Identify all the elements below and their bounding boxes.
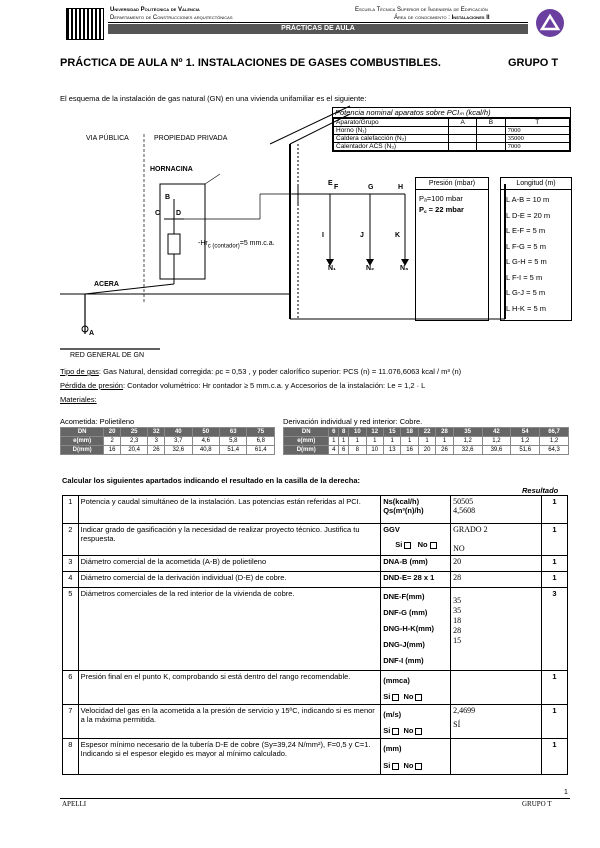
cu-d-label: D(mm) [284,446,329,455]
question-text: Diámetro comercial de la derivación individual (D-E) de cobre. [78,572,381,588]
cu-dn-cell: 54 [511,428,540,437]
department-name: Departamento de Construcciones arquitectónicas [110,15,233,21]
cu-d-cell: 10 [366,446,383,455]
pe-dn-label: DN [61,428,104,437]
point-d-label: D [176,210,182,217]
appliance-n3-label: N₃ [400,265,409,272]
power-table-title: Potencia nominal aparatos sobre PCIₘ (kcal/h) [333,108,570,118]
cu-d-cell: 32,6 [453,446,482,455]
pe-table [60,427,275,455]
cu-dn-cell: 8 [339,428,349,437]
point-k-label: K [395,232,401,239]
pe-table-title: Acometida: Polietileno [60,417,135,426]
cu-dn-cell: 12 [366,428,383,437]
length-item: L E-F = 5 m [506,226,546,235]
question-number: 2 [63,524,79,556]
no-checkbox[interactable] [415,728,422,735]
length-item: L D-E = 20 m [506,210,551,220]
answer-cell[interactable] [451,739,542,775]
cu-dn-cell: 22 [418,428,435,437]
pressure-pc: P꜀ = 22 mbar [419,205,464,214]
question-points: 1 [541,705,567,739]
power-header-b: B [477,119,505,127]
power-cell-empty [477,127,505,135]
cu-dn-label: DN [284,428,329,437]
cu-dn-cell: 66,7 [540,428,569,437]
point-h-label: H [398,184,404,191]
cu-dn-cell: 18 [401,428,418,437]
cu-e-cell: 1 [329,437,339,446]
question-points: 1 [541,496,567,524]
question-number: 7 [63,705,79,739]
cu-table-title: Derivación individual y red interior: Cobre. [283,417,423,426]
power-table [333,118,570,151]
question-points: 3 [541,588,567,671]
cu-e-cell: 1 [418,437,435,446]
question-number: 1 [63,496,79,524]
no-checkbox[interactable] [415,694,422,701]
length-title: Longitud (m) [501,178,571,190]
cu-d-cell: 64,3 [540,446,569,455]
materiales-label: Materiales: [60,395,97,404]
power-cell-empty [449,143,477,151]
power-row-name: Calentador ACS (N₃) [334,143,449,151]
question-number: 6 [63,671,79,705]
answer-cell[interactable]: 2,4699 SÍ [451,705,542,739]
point-e-label: E [328,180,333,187]
pe-e-cell: 2 [104,437,121,446]
cu-e-cell: 1,2 [540,437,569,446]
question-units: Ns(kcal/h) Qs(m³(n)/h) [381,496,451,524]
pe-e-cell: 2,3 [120,437,147,446]
length-item: L F-I = 5 m [506,272,543,282]
si-checkbox[interactable] [404,542,411,549]
question-text: Presión final en el punto K, comprobando si está dentro del rango recomendable. [78,671,381,705]
university-logo [66,8,104,40]
length-item: L F-G = 5 m [506,241,546,251]
answer-cell[interactable]: 50505 4,5608 [451,496,542,524]
point-c-label: C [155,210,161,217]
cu-d-cell: 13 [383,446,400,455]
length-box [500,177,572,321]
cu-d-cell: 39,6 [482,446,511,455]
power-header-a: A [449,119,477,127]
cu-e-cell: 1 [349,437,366,446]
cu-dn-cell: 42 [482,428,511,437]
acera-label: ACERA [94,281,119,288]
question-units: (m/s) Si No [381,705,451,739]
question-points: 1 [541,671,567,705]
pe-dn-cell: 20 [104,428,121,437]
via-publica-label: VIA PÚBLICA [86,135,129,142]
tipo-gas-line: Tipo de gas: Gas Natural, densidad corregida: ρc = 0,53 , y poder calorífico superior: PCS (n) = 11.076,6063 kcal / m³ (n) [60,367,462,376]
question-row [63,524,568,556]
answer-cell[interactable]: 20 [451,556,542,572]
question-number: 8 [63,739,79,775]
header-rule [108,22,528,23]
red-general-label: RED GENERAL DE GN [70,352,145,359]
pe-d-cell: 16 [104,446,121,455]
si-checkbox[interactable] [392,728,399,735]
power-row-value[interactable]: 7000 [505,127,569,135]
point-g-label: G [368,184,374,191]
cu-e-cell: 1 [339,437,349,446]
cu-dn-cell: 15 [383,428,400,437]
pressure-title: Presión (mbar) [416,178,488,190]
footer-left: APELLI [62,800,87,808]
power-row-value[interactable]: 35000 [505,135,569,143]
cu-dn-cell: 35 [453,428,482,437]
hornacina-label: HORNACINA [150,166,193,173]
question-units: (mmca) Si No [381,671,451,705]
pe-e-cell: 6,8 [247,437,275,446]
resultado-label: Resultado [522,486,559,495]
cu-e-cell: 1 [436,437,453,446]
question-number: 4 [63,572,79,588]
question-text: Potencia y caudal simultáneo de la instalación. Las potencias están referidas al PCI. [78,496,381,524]
question-text: Indicar grado de gasificación y la necesidad de realizar proyecto técnico. Justifica tu respuesta. [78,524,381,556]
power-cell-empty [449,135,477,143]
page-title: PRÁCTICA DE AULA Nº 1. INSTALACIONES DE GASES COMBUSTIBLES. [60,57,441,69]
cu-e-cell: 1,2 [482,437,511,446]
cu-dn-cell: 28 [436,428,453,437]
question-units: DND-E= 28 x 1 [381,572,451,588]
cu-d-cell: 51,6 [511,446,540,455]
point-b-label: B [165,194,171,201]
pe-d-label: D(mm) [61,446,104,455]
question-points: 1 [541,556,567,572]
question-row [63,588,568,671]
propiedad-label: PROPIEDAD PRIVADA [154,135,228,142]
answer-cell[interactable]: 28 [451,572,542,588]
pe-dn-cell: 32 [148,428,165,437]
pe-d-cell: 40,8 [192,446,219,455]
power-row-name: Caldera calefacción (N₂) [334,135,449,143]
cu-e-cell: 1 [366,437,383,446]
school-name: Escuela Técnica Superior de Ingeniería de Edificación [355,7,488,13]
pe-dn-cell: 75 [247,428,275,437]
point-a-label: A [89,330,95,337]
perdida-line: Pérdida de presión: Contador volumétrico: Hr contador ≥ 5 mm.c.a. y Accesorios de la instalación: Le = 1,2 · L [60,381,426,390]
cu-e-cell: 1,2 [453,437,482,446]
cu-d-cell: 6 [339,446,349,455]
pe-dn-cell: 63 [220,428,247,437]
answer-cell[interactable]: 35 35 18 28 15 [451,588,542,671]
length-item: L A-B = 10 m [506,195,550,204]
question-text: Espesor mínimo necesario de la tubería D-E de cobre (Sy=39,24 N/mm²), F=0,5 y C=1. Indicando si el espesor elegido es mayor al mínimo calculado. [78,739,381,775]
pe-dn-cell: 25 [120,428,147,437]
cu-dn-cell: 6 [329,428,339,437]
questions-table [62,495,568,775]
banner: PRÁCTICAS DE AULA [108,24,528,34]
intro-text: El esquema de la instalación de gas natural (GN) en una vivienda unifamiliar es el siguiente: [60,94,367,103]
pe-e-label: e(mm) [61,437,104,446]
power-table-box [332,107,571,152]
no-checkbox[interactable] [430,542,437,549]
length-list [501,190,571,318]
question-row [63,572,568,588]
cu-e-label: e(mm) [284,437,329,446]
pe-e-cell: 4,6 [192,437,219,446]
length-item: L G-H = 5 m [506,257,547,266]
university-name: Universidad Politécnica de Valencia [110,7,200,13]
cu-dn-cell: 10 [349,428,366,437]
cu-d-cell: 16 [401,446,418,455]
question-units: GGV Si No [381,524,451,556]
cu-e-cell: 1,2 [511,437,540,446]
power-cell-empty [477,135,505,143]
pe-d-cell: 26 [148,446,165,455]
question-points: 1 [541,572,567,588]
appliance-n2-label: N₂ [366,265,375,272]
no-checkbox[interactable] [415,763,422,770]
question-units: (mm) Si No [381,739,451,775]
pe-e-cell: 3 [148,437,165,446]
pe-e-cell: 5,8 [220,437,247,446]
question-text: Diámetros comerciales de la red interior de la vivienda de cobre. [78,588,381,671]
si-checkbox[interactable] [392,763,399,770]
questions-intro: Calcular los siguientes apartados indicando el resultado en la casilla de la derecha: [62,476,361,485]
length-item: L H-K = 5 m [506,303,546,313]
cu-d-cell: 20 [418,446,435,455]
pressure-pa: Pₐ=100 mbar [419,194,463,203]
cu-d-cell: 26 [436,446,453,455]
question-number: 5 [63,588,79,671]
power-header-t: T [505,119,569,127]
hr-label: $-Hr_{c (contador)}=5$ mm.c.a. [198,240,275,250]
cu-e-cell: 1 [383,437,400,446]
pe-d-cell: 32,6 [165,446,192,455]
footer-right: GRUPO T [522,800,552,808]
answer-cell[interactable] [451,671,542,705]
cu-e-cell: 1 [401,437,418,446]
question-row [63,705,568,739]
question-points: 1 [541,524,567,556]
footer-rule [60,798,570,799]
question-units: DNE-F(mm) DNF-G (mm) DNG-H-K(mm) DNG-J(mm) DNF-I (mm) [381,588,451,671]
question-points: 1 [541,739,567,775]
pressure-box [415,177,489,321]
pe-d-cell: 61,4 [247,446,275,455]
question-row [63,496,568,524]
pe-e-cell: 3,7 [165,437,192,446]
question-row [63,739,568,775]
question-row [63,556,568,572]
point-j-label: J [360,232,364,239]
cu-d-cell: 4 [329,446,339,455]
pe-d-cell: 20,4 [120,446,147,455]
power-row-name: Horno (N₁) [334,127,449,135]
question-text: Diámetro comercial de la acometida (A-B) de polietileno [78,556,381,572]
group-label: GRUPO T [508,57,559,69]
length-item: L G-J = 5 m [506,288,546,297]
page-number: 1 [564,789,568,796]
area-label: Área de conocimiento : Instalaciones II [394,15,490,21]
answer-cell[interactable]: GRADO 2 NO [451,524,542,556]
point-i-label: I [322,232,324,239]
question-units: DNA-B (mm) [381,556,451,572]
pe-d-cell: 51,4 [220,446,247,455]
point-f-label: F [334,184,339,191]
power-row-value[interactable]: 7000 [505,143,569,151]
si-checkbox[interactable] [392,694,399,701]
question-number: 3 [63,556,79,572]
power-cell-empty [477,143,505,151]
question-text: Velocidad del gas en la acometida a la presión de servicio y 15ºC, indicando si es menor a la máxima permitida. [78,705,381,739]
appliance-n1-label: N₁ [328,265,336,272]
pe-dn-cell: 40 [165,428,192,437]
pe-dn-cell: 50 [192,428,219,437]
power-header-aparato: Aparato/Grupo [334,119,449,127]
power-cell-empty [449,127,477,135]
cu-table [283,427,569,455]
cu-d-cell: 8 [349,446,366,455]
school-logo-icon [535,8,565,38]
question-row [63,671,568,705]
